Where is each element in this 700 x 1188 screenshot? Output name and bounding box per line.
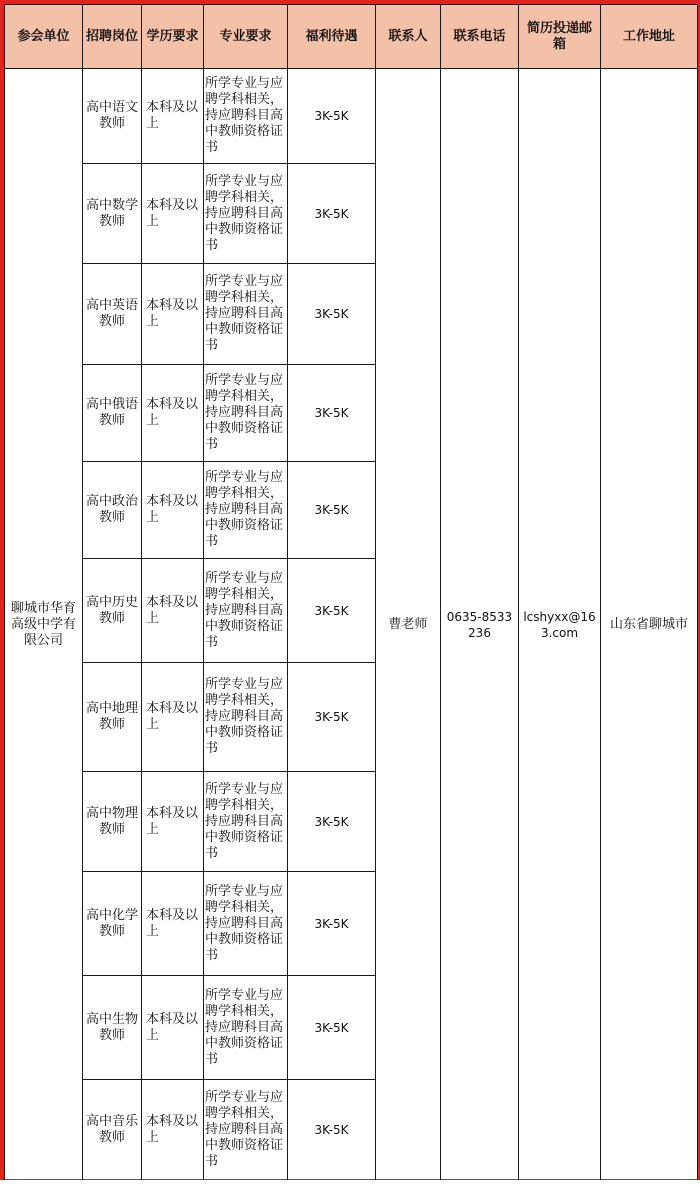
education-cell: 本科及以上 bbox=[142, 663, 204, 772]
education-cell: 本科及以上 bbox=[142, 365, 204, 462]
position-cell: 高中音乐教师 bbox=[83, 1080, 142, 1181]
position-cell: 高中地理教师 bbox=[83, 663, 142, 772]
education-cell: 本科及以上 bbox=[142, 462, 204, 559]
education-cell: 本科及以上 bbox=[142, 772, 204, 872]
major-cell: 所学专业与应聘学科相关，持应聘科目高中教师资格证书 bbox=[204, 976, 288, 1080]
major-cell: 所学专业与应聘学科相关，持应聘科目高中教师资格证书 bbox=[204, 164, 288, 264]
salary-cell: 3K-5K bbox=[288, 69, 376, 164]
phone-cell: 0635-8533236 bbox=[441, 69, 519, 1181]
position-cell: 高中俄语教师 bbox=[83, 365, 142, 462]
major-cell: 所学专业与应聘学科相关，持应聘科目高中教师资格证书 bbox=[204, 772, 288, 872]
position-cell: 高中物理教师 bbox=[83, 772, 142, 872]
major-cell: 所学专业与应聘学科相关，持应聘科目高中教师资格证书 bbox=[204, 872, 288, 976]
salary-cell: 3K-5K bbox=[288, 559, 376, 663]
position-cell: 高中生物教师 bbox=[83, 976, 142, 1080]
education-cell: 本科及以上 bbox=[142, 872, 204, 976]
address-cell: 山东省聊城市 bbox=[601, 69, 698, 1181]
header-address: 工作地址 bbox=[601, 5, 698, 69]
table-row bbox=[5, 69, 698, 164]
recruitment-table bbox=[4, 4, 698, 1181]
salary-cell: 3K-5K bbox=[288, 772, 376, 872]
major-cell: 所学专业与应聘学科相关，持应聘科目高中教师资格证书 bbox=[204, 559, 288, 663]
header-row bbox=[5, 5, 698, 69]
major-cell: 所学专业与应聘学科相关，持应聘科目高中教师资格证书 bbox=[204, 365, 288, 462]
position-cell: 高中语文教师 bbox=[83, 69, 142, 164]
salary-cell: 3K-5K bbox=[288, 976, 376, 1080]
education-cell: 本科及以上 bbox=[142, 1080, 204, 1181]
header-phone: 联系电话 bbox=[441, 5, 519, 69]
header-salary: 福利待遇 bbox=[288, 5, 376, 69]
header-contact: 联系人 bbox=[376, 5, 441, 69]
education-cell: 本科及以上 bbox=[142, 164, 204, 264]
education-cell: 本科及以上 bbox=[142, 976, 204, 1080]
bottom-strip bbox=[0, 1180, 700, 1188]
header-education: 学历要求 bbox=[142, 5, 204, 69]
education-cell: 本科及以上 bbox=[142, 264, 204, 365]
major-cell: 所学专业与应聘学科相关，持应聘科目高中教师资格证书 bbox=[204, 663, 288, 772]
position-cell: 高中政治教师 bbox=[83, 462, 142, 559]
header-major: 专业要求 bbox=[204, 5, 288, 69]
recruitment-sheet bbox=[4, 4, 697, 1179]
position-cell: 高中历史教师 bbox=[83, 559, 142, 663]
salary-cell: 3K-5K bbox=[288, 462, 376, 559]
position-cell: 高中化学教师 bbox=[83, 872, 142, 976]
header-company: 参会单位 bbox=[5, 5, 83, 69]
major-cell: 所学专业与应聘学科相关，持应聘科目高中教师资格证书 bbox=[204, 462, 288, 559]
major-cell: 所学专业与应聘学科相关，持应聘科目高中教师资格证书 bbox=[204, 69, 288, 164]
salary-cell: 3K-5K bbox=[288, 1080, 376, 1181]
salary-cell: 3K-5K bbox=[288, 663, 376, 772]
position-cell: 高中英语教师 bbox=[83, 264, 142, 365]
major-cell: 所学专业与应聘学科相关，持应聘科目高中教师资格证书 bbox=[204, 264, 288, 365]
salary-cell: 3K-5K bbox=[288, 872, 376, 976]
contact-cell: 曹老师 bbox=[376, 69, 441, 1181]
position-cell: 高中数学教师 bbox=[83, 164, 142, 264]
email-cell: lcshyxx@163.com bbox=[519, 69, 601, 1181]
header-email: 简历投递邮箱 bbox=[519, 5, 601, 69]
salary-cell: 3K-5K bbox=[288, 264, 376, 365]
salary-cell: 3K-5K bbox=[288, 164, 376, 264]
company-cell: 聊城市华育高级中学有限公司 bbox=[5, 69, 83, 1181]
header-position: 招聘岗位 bbox=[83, 5, 142, 69]
major-cell: 所学专业与应聘学科相关，持应聘科目高中教师资格证书 bbox=[204, 1080, 288, 1181]
education-cell: 本科及以上 bbox=[142, 559, 204, 663]
education-cell: 本科及以上 bbox=[142, 69, 204, 164]
salary-cell: 3K-5K bbox=[288, 365, 376, 462]
